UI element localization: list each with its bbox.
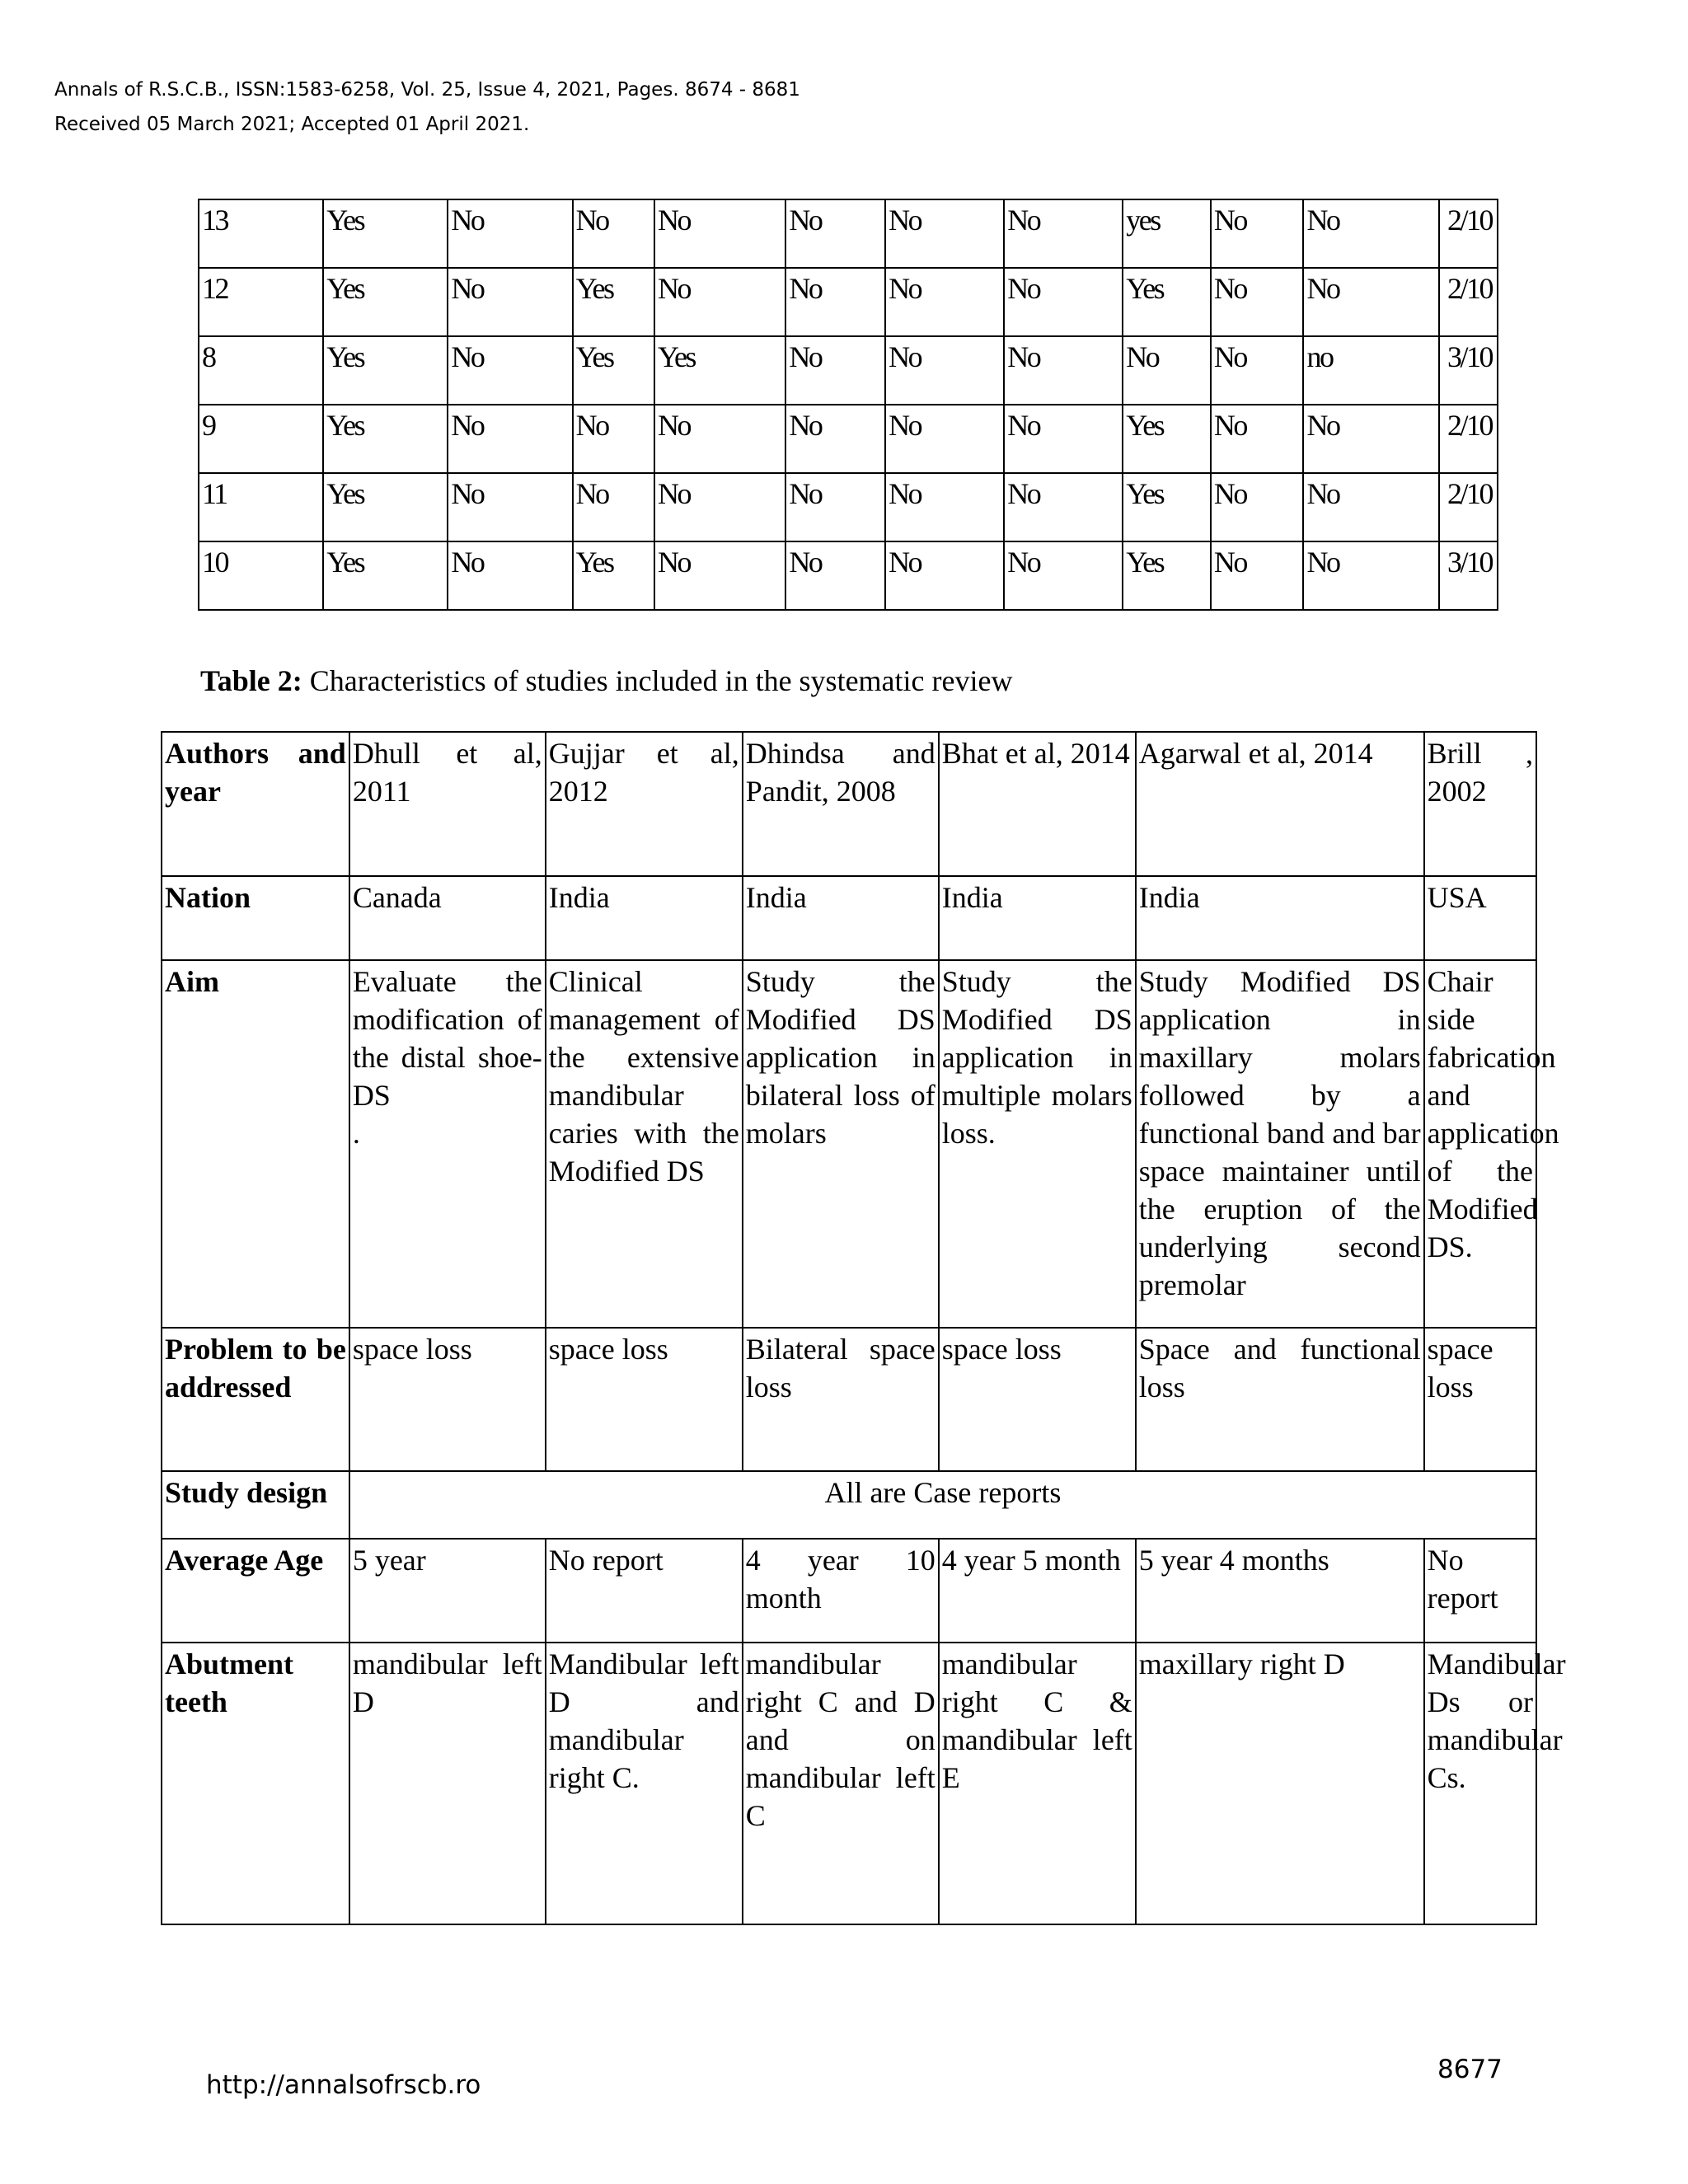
- problem-cell: space loss: [546, 1328, 743, 1471]
- authors-row: [162, 732, 1536, 876]
- table-cell: No: [785, 473, 885, 541]
- table-cell: no: [1303, 336, 1438, 405]
- table-cell: No: [1211, 541, 1304, 610]
- table-cell: Yes: [1123, 541, 1211, 610]
- table-cell: 3/10: [1439, 336, 1498, 405]
- table-cell: No: [885, 541, 1004, 610]
- table-cell: No: [654, 473, 785, 541]
- abutment-label: Abutment teeth: [162, 1643, 349, 1924]
- table-cell: 9: [199, 405, 323, 473]
- table-cell: Yes: [323, 268, 448, 336]
- design-cell: All are Case reports: [349, 1471, 1536, 1539]
- table-cell: No: [1211, 405, 1304, 473]
- problem-cell: Space and functional loss: [1136, 1328, 1424, 1471]
- table-cell: No: [1211, 473, 1304, 541]
- abutment-cell: Mandibular Ds or mandibular Cs.: [1424, 1643, 1536, 1924]
- aim-cell: Study the Modified DS application in multiple molars loss.: [939, 960, 1136, 1328]
- table-cell: No: [448, 405, 572, 473]
- table-row: [199, 199, 1498, 268]
- table-row: [199, 268, 1498, 336]
- table-cell: No: [448, 336, 572, 405]
- table-cell: No: [448, 268, 572, 336]
- table-cell: No: [448, 541, 572, 610]
- page-number: 8677: [1437, 2055, 1503, 2084]
- table-cell: No: [885, 268, 1004, 336]
- table-cell: Yes: [323, 473, 448, 541]
- table-cell: No: [1123, 336, 1211, 405]
- table-cell: 12: [199, 268, 323, 336]
- table-row: [199, 541, 1498, 610]
- aim-dot: .: [352, 1117, 360, 1150]
- table-cell: No: [1004, 268, 1123, 336]
- aim-row: [162, 960, 1536, 1328]
- table-cell: No: [654, 541, 785, 610]
- table-cell: 2/10: [1439, 473, 1498, 541]
- table-cell: 13: [199, 199, 323, 268]
- aim-cell: [349, 960, 546, 1328]
- table-cell: 2/10: [1439, 199, 1498, 268]
- nation-cell: India: [546, 876, 743, 960]
- table-cell: No: [573, 473, 654, 541]
- problem-cell: Bilateral space loss: [743, 1328, 939, 1471]
- table-cell: Yes: [1123, 405, 1211, 473]
- table-cell: No: [1004, 473, 1123, 541]
- table-cell: 11: [199, 473, 323, 541]
- authors-cell: Bhat et al, 2014: [939, 732, 1136, 876]
- table-cell: 3/10: [1439, 541, 1498, 610]
- table-cell: No: [785, 336, 885, 405]
- aim-cell: Study the Modified DS application in bilateral loss of molars: [743, 960, 939, 1328]
- nation-cell: Canada: [349, 876, 546, 960]
- age-label: Average Age: [162, 1539, 349, 1643]
- authors-cell: Brill , 2002: [1424, 732, 1536, 876]
- table-cell: Yes: [654, 336, 785, 405]
- nation-cell: India: [1136, 876, 1424, 960]
- table-row: [199, 336, 1498, 405]
- table-cell: No: [448, 199, 572, 268]
- age-cell: 5 year 4 months: [1136, 1539, 1424, 1643]
- table-cell: No: [1211, 268, 1304, 336]
- table-cell: Yes: [573, 541, 654, 610]
- table-cell: No: [654, 268, 785, 336]
- age-cell: 4 year 10 month: [743, 1539, 939, 1643]
- table-cell: No: [1303, 199, 1438, 268]
- header-line-2: Received 05 March 2021; Accepted 01 April 2021.: [54, 114, 530, 135]
- nation-cell: India: [743, 876, 939, 960]
- age-cell: No report: [546, 1539, 743, 1643]
- nation-label: Nation: [162, 876, 349, 960]
- table-cell: No: [1211, 336, 1304, 405]
- aim-cell: Study Modified DS application in maxillary molars followed by a functional band and bar space maintainer until the eruption of the underlying second premolar: [1136, 960, 1424, 1328]
- table-cell: No: [1004, 336, 1123, 405]
- table-cell: No: [885, 199, 1004, 268]
- table-cell: No: [785, 268, 885, 336]
- abutment-cell: mandibular left D: [349, 1643, 546, 1924]
- problem-row: [162, 1328, 1536, 1471]
- table-cell: Yes: [1123, 473, 1211, 541]
- table-row: [199, 405, 1498, 473]
- table-cell: Yes: [323, 405, 448, 473]
- authors-cell: Dhindsa and Pandit, 2008: [743, 732, 939, 876]
- table-cell: No: [1004, 199, 1123, 268]
- table-cell: No: [1303, 541, 1438, 610]
- table-cell: No: [1004, 405, 1123, 473]
- aim-cell: Clinical management of the extensive mandibular caries with the Modified DS: [546, 960, 743, 1328]
- aim-text: Evaluate the modification of the distal shoe-DS: [352, 965, 542, 1112]
- table-cell: 10: [199, 541, 323, 610]
- table-row: [199, 473, 1498, 541]
- table-cell: No: [885, 473, 1004, 541]
- table-cell: Yes: [1123, 268, 1211, 336]
- age-cell: No report: [1424, 1539, 1536, 1643]
- table-cell: No: [654, 199, 785, 268]
- table-cell: No: [1303, 473, 1438, 541]
- table-cell: 8: [199, 336, 323, 405]
- table-cell: Yes: [323, 541, 448, 610]
- table-cell: Yes: [573, 336, 654, 405]
- table-cell: yes: [1123, 199, 1211, 268]
- design-row: [162, 1471, 1536, 1539]
- problem-label: Problem to be addressed: [162, 1328, 349, 1471]
- table-cell: No: [785, 405, 885, 473]
- authors-cell: Gujjar et al, 2012: [546, 732, 743, 876]
- table-cell: No: [448, 473, 572, 541]
- table-cell: No: [885, 405, 1004, 473]
- table-cell: No: [785, 199, 885, 268]
- table-cell: Yes: [323, 336, 448, 405]
- problem-cell: space loss: [939, 1328, 1136, 1471]
- nation-cell: India: [939, 876, 1136, 960]
- table-cell: Yes: [323, 199, 448, 268]
- header-line-1: Annals of R.S.C.B., ISSN:1583-6258, Vol. 25, Issue 4, 2021, Pages. 8674 - 8681: [54, 79, 800, 101]
- abutment-row: [162, 1643, 1536, 1924]
- age-row: [162, 1539, 1536, 1643]
- nation-row: [162, 876, 1536, 960]
- age-cell: 5 year: [349, 1539, 546, 1643]
- table-2-caption: [200, 663, 1012, 698]
- abutment-cell: mandibular right C and D and on mandibular left C: [743, 1643, 939, 1924]
- table-cell: No: [1211, 199, 1304, 268]
- abutment-cell: Mandibular left D and mandibular right C.: [546, 1643, 743, 1924]
- table-cell: Yes: [573, 268, 654, 336]
- journal-header: [54, 73, 800, 142]
- table-cell: No: [573, 199, 654, 268]
- table-cell: No: [1303, 268, 1438, 336]
- table-2-caption-text: Characteristics of studies included in the systematic review: [302, 664, 1013, 697]
- authors-cell: Agarwal et al, 2014: [1136, 732, 1424, 876]
- table-cell: No: [654, 405, 785, 473]
- quality-assessment-table: [198, 199, 1498, 611]
- table-cell: No: [885, 336, 1004, 405]
- table-cell: No: [1004, 541, 1123, 610]
- abutment-cell: mandibular right C & mandibular left E: [939, 1643, 1136, 1924]
- table-cell: No: [1303, 405, 1438, 473]
- nation-cell: USA: [1424, 876, 1536, 960]
- abutment-cell: maxillary right D: [1136, 1643, 1424, 1924]
- table-cell: 2/10: [1439, 405, 1498, 473]
- aim-cell: Chair side fabrication and application of the Modified DS.: [1424, 960, 1536, 1328]
- footer-url: http://annalsofrscb.ro: [206, 2070, 481, 2100]
- characteristics-table: [161, 731, 1566, 1925]
- table-cell: 2/10: [1439, 268, 1498, 336]
- age-cell: 4 year 5 month: [939, 1539, 1136, 1643]
- authors-label: Authors and year: [162, 732, 349, 876]
- design-label: Study design: [162, 1471, 349, 1539]
- problem-cell: space loss: [349, 1328, 546, 1471]
- authors-cell: Dhull et al, 2011: [349, 732, 546, 876]
- aim-label: Aim: [162, 960, 349, 1328]
- table-cell: No: [785, 541, 885, 610]
- problem-cell: space loss: [1424, 1328, 1536, 1471]
- table-2-caption-label: Table 2:: [200, 664, 302, 697]
- table-cell: No: [573, 405, 654, 473]
